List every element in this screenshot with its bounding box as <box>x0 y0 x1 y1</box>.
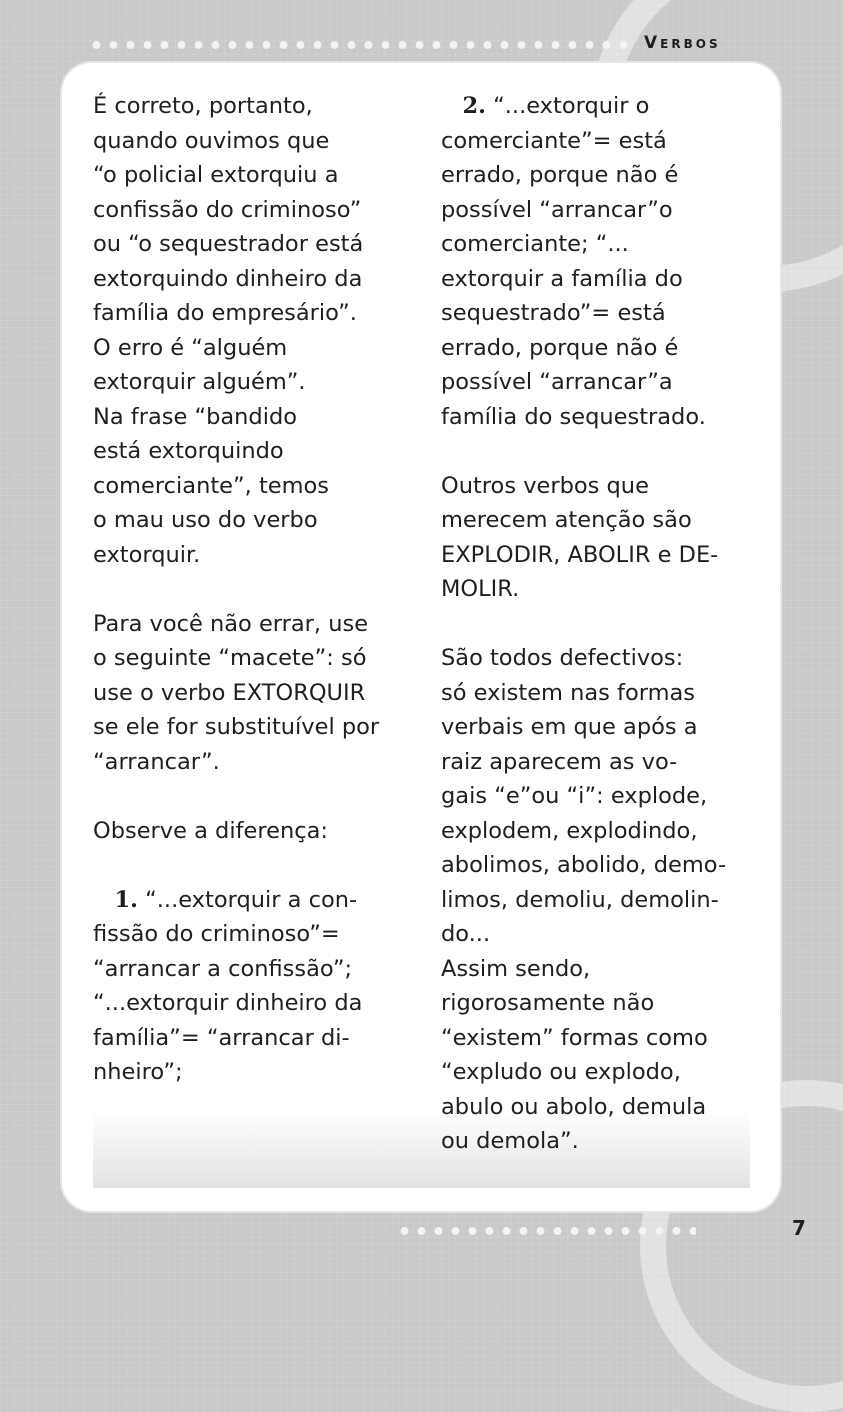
right-paragraph-1: Outros verbos que merecem atenção são EXPLODIR, ABOLIR e DE- MOLIR. <box>441 472 719 602</box>
right-paragraph-2: São todos defectivos: só existem nas formas verbais em que após a raiz aparecem as vo- gais “e”ou “i”: explode, explodem, explodindo, abolimos, abolido, demo- limos, demoliu, demolin- do... <box>441 645 727 947</box>
item-2-number: 2. <box>462 93 486 119</box>
item-1-text: “...extorquir a con- fissão do criminoso”= “arrancar a confissão”; “...extorquir dinheiro da família”= “arrancar di- nheiro”; <box>93 886 363 1085</box>
dotted-rule-bottom <box>396 1224 696 1238</box>
section-title: Verbos <box>644 33 721 53</box>
page-number: 7 <box>792 1216 806 1240</box>
item-2-text: “...extorquir o comerciante”= está errado, porque não é possível “arrancar”o comerciante; “... extorquir a família do sequestrado”= está errado, porque não é possível “arrancar”a família do sequestrado. <box>441 93 706 430</box>
example-item-1 <box>93 883 423 1090</box>
right-column <box>441 89 771 1159</box>
left-column <box>93 89 423 1090</box>
left-paragraph-3: Observe a diferença: <box>93 817 328 844</box>
left-paragraph-2: Para você não errar, use o seguinte “macete”: só use o verbo EXTORQUIR se ele for substituível por “arrancar”. <box>93 610 380 775</box>
left-paragraph-1: É correto, portanto, quando ouvimos que “o policial extorquiu a confissão do criminoso” ou “o sequestrador está extorquindo dinheiro da família do empresário”. O erro é “alguém extorquir alguém”. Na frase “bandido está extorquindo comerciante”, temos o mau uso do verbo extorquir. <box>93 93 364 568</box>
dotted-rule-top <box>88 38 628 52</box>
right-paragraph-3: Assim sendo, rigorosamente não “existem” formas como “expludo ou explodo, abulo ou abolo, demula ou demola”. <box>441 955 708 1154</box>
example-item-2 <box>441 89 771 434</box>
item-1-number: 1. <box>114 886 138 913</box>
